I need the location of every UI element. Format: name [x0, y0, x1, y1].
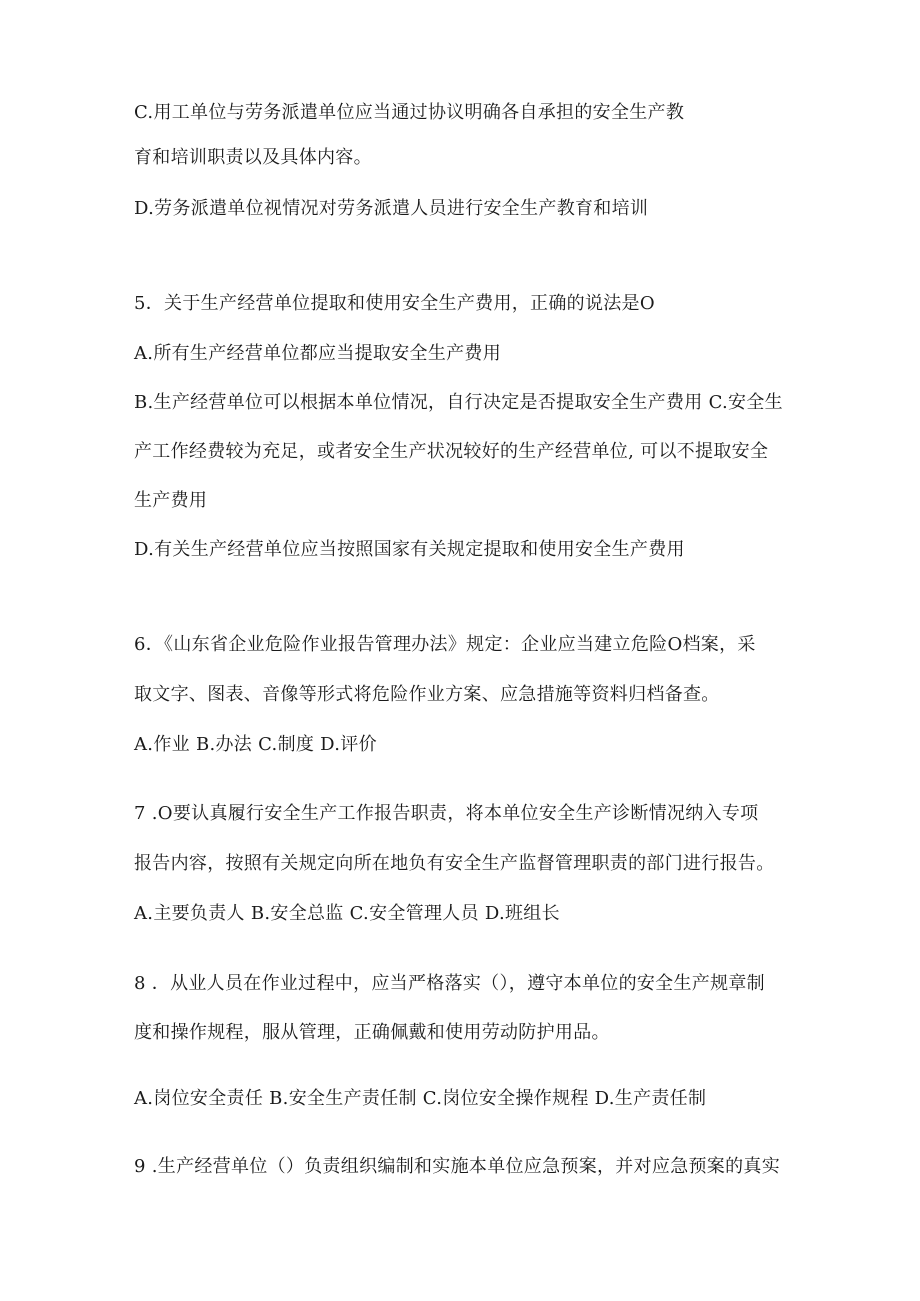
question-5-option-d: D.有关生产经营单位应当按照国家有关规定提取和使用安全生产费用: [134, 539, 685, 560]
question-7-stem-line-2: 报告内容，按照有关规定向所在地负有安全生产监督管理职责的部门进行报告。: [134, 853, 775, 874]
question-5-option-a: A.所有生产经营单位都应当提取安全生产费用: [134, 343, 502, 364]
question-6-options: A.作业 B.办法 C.制度 D.评价: [134, 734, 377, 755]
question-5-option-b: B.生产经营单位可以根据本单位情况，自行决定是否提取安全生产费用 C.安全生: [134, 392, 783, 413]
option-c-line-2: 育和培训职责以及具体内容。: [134, 147, 372, 168]
question-8-stem-line-1: 8 ．从业人员在作业过程中，应当严格落实（），遵守本单位的安全生产规章制: [134, 973, 765, 994]
question-6-stem-line-1: 6．《山东省企业危险作业报告管理办法》规定：企业应当建立危险O档案，采: [134, 634, 756, 655]
question-5-option-c-line-2: 产工作经费较为充足，或者安全生产状况较好的生产经营单位, 可以不提取安全: [134, 441, 769, 462]
question-5-stem: 5．关于生产经营单位提取和使用安全生产费用，正确的说法是O: [134, 293, 655, 314]
question-9-stem-line-1: 9 .生产经营单位（）负责组织编制和实施本单位应急预案，并对应急预案的真实: [134, 1156, 780, 1177]
question-6-stem-line-2: 取文字、图表、音像等形式将危险作业方案、应急措施等资料归档备查。: [134, 684, 720, 705]
question-5-option-c-line-3: 生产费用: [134, 490, 208, 511]
question-7-options: A.主要负责人 B.安全总监 C.安全管理人员 D.班组长: [134, 903, 560, 924]
question-8-options: A.岗位安全责任 B.安全生产责任制 C.岗位安全操作规程 D.生产责任制: [134, 1088, 707, 1109]
question-7-stem-line-1: 7 .O要认真履行安全生产工作报告职责，将本单位安全生产诊断情况纳入专项: [134, 803, 759, 824]
question-8-stem-line-2: 度和操作规程，服从管理，正确佩戴和使用劳动防护用品。: [134, 1022, 610, 1043]
option-c-line-1: C.用工单位与劳务派遣单位应当通过协议明确各自承担的安全生产教: [134, 102, 685, 123]
option-d-line: D.劳务派遣单位视情况对劳务派遣人员进行安全生产教育和培训: [134, 198, 649, 219]
